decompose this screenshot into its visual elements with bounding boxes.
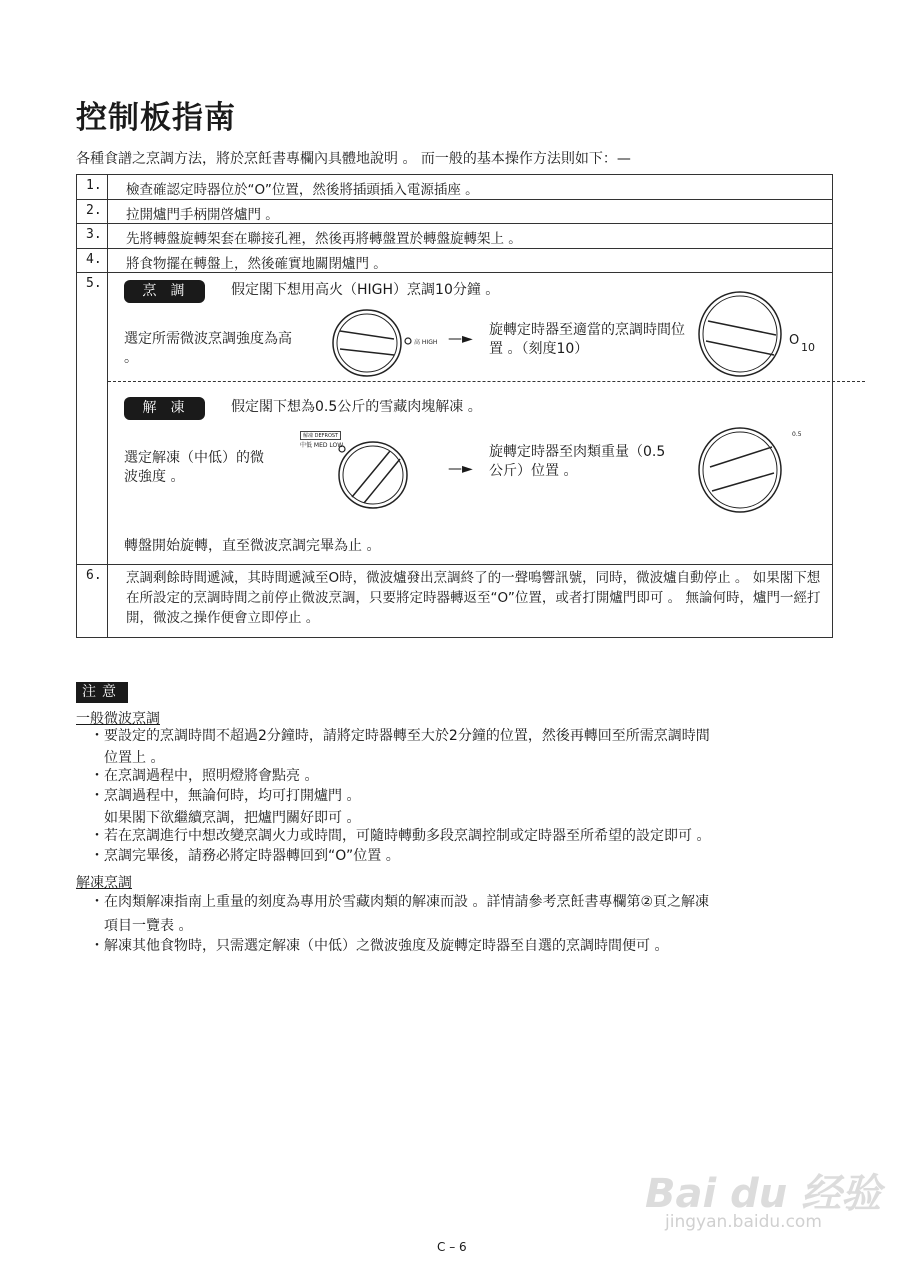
defrost-knob-label-2: 中低 MED LOW — [300, 442, 344, 449]
list-item-cont: 項目一覽表 。 — [104, 918, 193, 934]
step-row — [77, 200, 832, 225]
step-number: 3. — [77, 224, 108, 248]
notice-label: 注意 — [76, 682, 128, 703]
step-row — [77, 175, 832, 200]
bullet-mark: ・ — [90, 894, 104, 910]
step-text: 檢查確認定時器位於“O”位置，然後將插頭插入電源插座 。 — [126, 182, 479, 198]
section-title: 解凍烹調 — [76, 875, 132, 891]
step-text: 烹調剩餘時間遞減，其時間遞減至O時，微波爐發出烹調終了的一聲鳴響訊號，同時，微波爐自動停止 。 如果閣下想在所設定的烹調時間之前停止微波烹調，只要將定時器轉返至“O”位置，或者打開爐門即可 。 無論何時，爐門一經打開，微波之操作便會立即停止 。 — [126, 570, 821, 626]
divider — [108, 381, 865, 382]
defrost-left-text: 選定解凍（中低）的微波強度 。 — [124, 450, 264, 485]
step-number: 5. — [77, 273, 108, 564]
list-item: ・要設定的烹調時間不超過2分鐘時，請將定時器轉至大於2分鐘的位置，然後再轉回至所需烹調時間 — [90, 728, 710, 744]
bullet-mark: ・ — [90, 768, 104, 784]
step-row — [77, 224, 832, 249]
list-item: ・若在烹調進行中想改變烹調火力或時間，可隨時轉動多段烹調控制或定時器至所希望的設定即可 。 — [90, 828, 711, 844]
defrost-tag: 解凍 — [124, 397, 205, 420]
cook-left-text: 選定所需微波烹調強度為高 。 — [124, 331, 292, 366]
list-item: ・烹調過程中，無論何時，均可打開爐門 。 — [90, 788, 361, 804]
page-title: 控制板指南 — [76, 100, 236, 136]
timer-knob-icon — [698, 427, 782, 513]
knob-indicator-icon — [404, 337, 412, 345]
list-item: ・在肉類解凍指南上重量的刻度為專用於雪藏肉類的解凍而設 。詳情請參考烹飪書專欄第②頁之解凍 — [90, 894, 709, 910]
cook-knob-label: 高 HIGH — [414, 339, 438, 346]
step-text: 拉開爐門手柄開啓爐門 。 — [126, 206, 279, 223]
cook-right-text: 旋轉定時器至適當的烹調時間位置 。（刻度10） — [489, 322, 685, 357]
defrost-timer-mark: 0.5 — [792, 431, 802, 438]
step-number: 1. — [77, 175, 108, 199]
watermark-url: jingyan.baidu.com — [665, 1212, 822, 1232]
list-item: ・解凍其他食物時，只需選定解凍（中低）之微波強度及旋轉定時器至自選的烹調時間便可 。 — [90, 938, 669, 954]
cook-tag: 烹調 — [124, 280, 205, 303]
steps-table — [76, 174, 833, 638]
list-item-cont: 位置上 。 — [104, 750, 165, 766]
step-number: 6. — [77, 565, 108, 637]
defrost-right-text: 旋轉定時器至肉類重量（0.5公斤）位置 。 — [489, 444, 666, 479]
bullet-mark: ・ — [90, 938, 104, 954]
step-row — [77, 565, 832, 637]
step-row — [77, 249, 832, 274]
section-title: 一般微波烹調 — [76, 711, 160, 727]
defrost-title: 假定閣下想為0.5公斤的雪藏肉塊解凍 。 — [231, 399, 482, 415]
step-row — [77, 273, 832, 565]
defrost-knob-label-1: 解凍 DEFROST — [300, 431, 341, 440]
list-item-cont: 如果閣下欲繼續烹調，把爐門關好即可 。 — [104, 810, 361, 826]
step-number: 2. — [77, 200, 108, 224]
arrow-icon: —► — [448, 461, 473, 477]
bullet-mark: ・ — [90, 788, 104, 804]
bullet-mark: ・ — [90, 828, 104, 844]
page-number: C – 6 — [437, 1240, 467, 1254]
bullet-mark: ・ — [90, 728, 104, 744]
arrow-icon: —► — [448, 331, 473, 347]
power-knob-icon — [332, 309, 402, 377]
step-text: 將食物擺在轉盤上，然後確實地關閉爐門 。 — [126, 255, 387, 272]
step-number: 4. — [77, 249, 108, 273]
timer-knob-icon — [698, 291, 782, 377]
step5-bottom-text: 轉盤開始旋轉，直至微波烹調完畢為止 。 — [124, 538, 381, 554]
step5-panel — [108, 273, 832, 564]
timer-mark: O — [789, 333, 800, 348]
list-item: ・在烹調過程中，照明燈將會點亮 。 — [90, 768, 319, 784]
timer-mark-sub: 10 — [801, 341, 815, 354]
watermark-logo: Bai du 经验 — [645, 1171, 882, 1217]
cook-title: 假定閣下想用高火（HIGH）烹調10分鐘 。 — [231, 282, 500, 298]
power-knob-icon — [338, 441, 408, 509]
step-text: 先將轉盤旋轉架套在聯接孔裡，然後再將轉盤置於轉盤旋轉架上 。 — [126, 231, 522, 247]
bullet-mark: ・ — [90, 848, 104, 864]
intro-text: 各種食譜之烹調方法，將於烹飪書專欄內具體地說明 。 而一般的基本操作方法則如下：— — [76, 151, 631, 167]
list-item: ・烹調完畢後，請務必將定時器轉回到“O”位置 。 — [90, 848, 400, 864]
